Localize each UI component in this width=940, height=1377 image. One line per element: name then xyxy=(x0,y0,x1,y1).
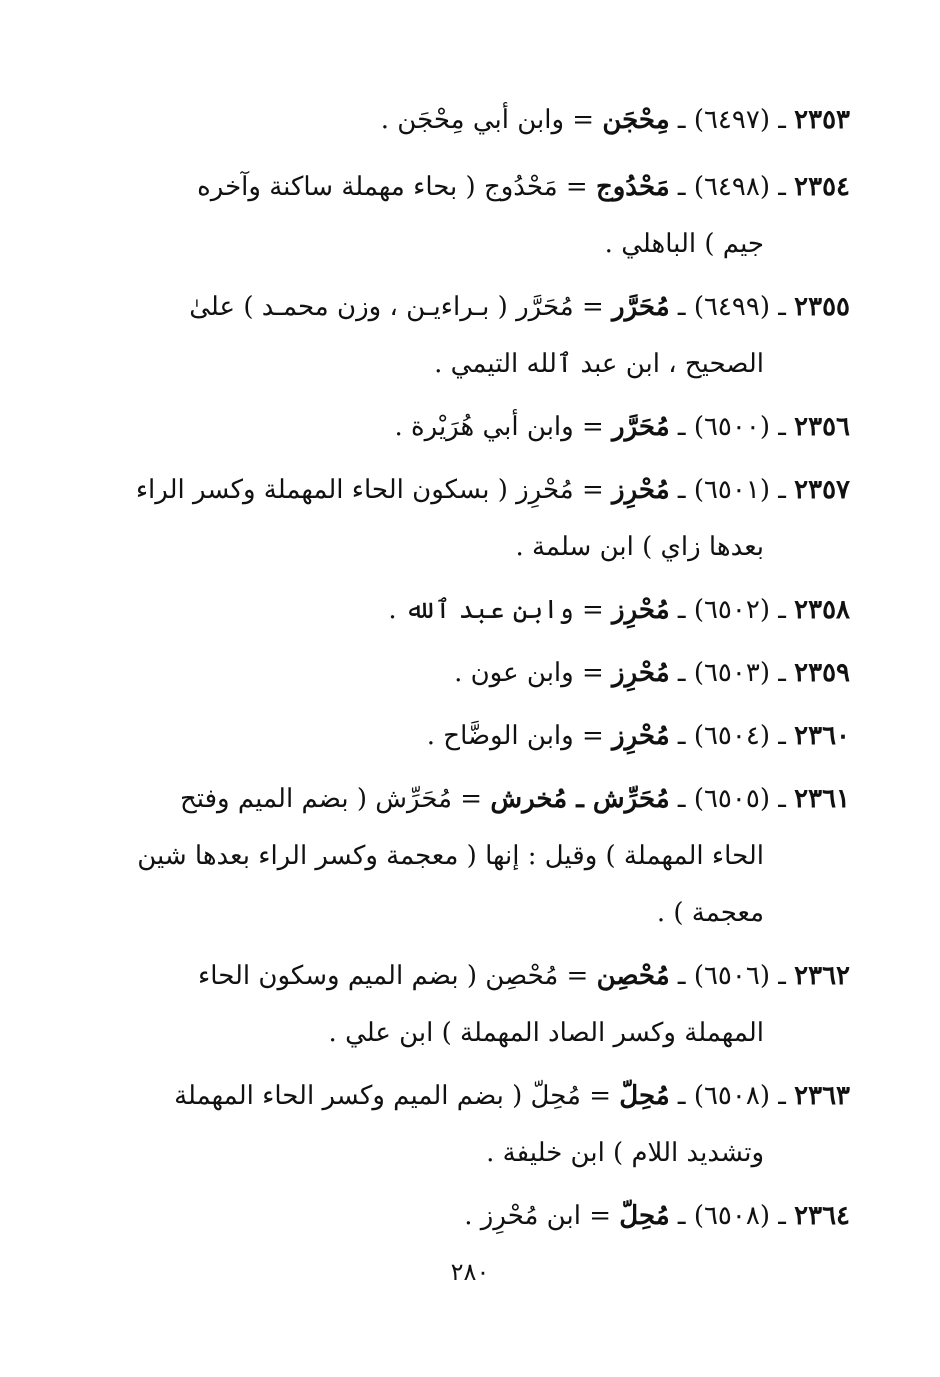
entry-reference: (٦٤٩٨) xyxy=(693,172,770,202)
entry-first-line: ٢٣٦٤ ـ (٦٥٠٨) ـ مُحِلّ = ابن مُحْرِز . xyxy=(464,1201,850,1231)
entry-reference: (٦٥٠٨) xyxy=(693,1081,770,1111)
entry-number: ٢٣٥٤ xyxy=(794,172,850,202)
entry-reference: (٦٥٠٨) xyxy=(693,1201,770,1231)
entry-continuation-line: معجمة ) . xyxy=(656,898,764,928)
entry-first-line: ٢٣٦٠ ـ (٦٥٠٤) ـ مُحْرِز = وابن الوضَّاح . xyxy=(426,721,850,751)
entry-reference: (٦٥٠٣) xyxy=(693,658,770,688)
entry-text: = مَحْدُوج ( بحاء مهملة ساكنة وآخره xyxy=(197,172,588,202)
entry-headword: مُحَرَّر xyxy=(612,412,670,442)
biography-entry xyxy=(90,645,850,702)
entry-number: ٢٣٥٣ xyxy=(794,105,850,135)
entry-reference: (٦٥٠١) xyxy=(693,475,770,505)
entry-number: ٢٣٥٨ xyxy=(794,595,850,625)
entry-reference: (٦٥٠٤) xyxy=(693,721,770,751)
entry-reference: (٦٤٩٩) xyxy=(693,292,770,322)
entry-headword: مِحْجَن xyxy=(602,105,670,135)
entry-text: = مُحِلّ ( بضم الميم وكسر الحاء المهملة xyxy=(174,1081,611,1111)
entry-continuation-line: الصحيح ، ابن عبد ٱلله التيمي . xyxy=(434,349,764,379)
entry-headword: مُحْرِز xyxy=(612,658,670,688)
entry-text: = وابن أبي مِحْجَن . xyxy=(380,105,595,135)
entry-text: = ابن مُحْرِز . xyxy=(464,1201,611,1231)
entry-number: ٢٣٦٣ xyxy=(794,1081,850,1111)
entry-continuation-line: الحاء المهملة ) وقيل : إنها ( معجمة وكسر الراء بعدها شين xyxy=(137,841,764,871)
entry-headword: مَحْدُوج xyxy=(595,172,670,202)
entry-headword: مُحِلّ xyxy=(619,1081,670,1111)
biography-entry xyxy=(90,771,850,942)
entry-continuation-line: جيم ) الباهلي . xyxy=(604,229,764,259)
entry-first-line: ٢٣٦٢ ـ (٦٥٠٦) ـ مُحْصِن = مُحْصِن ( بضم الميم وسكون الحاء xyxy=(198,961,850,991)
page-number: ٢٨٠ xyxy=(450,1258,490,1286)
entry-headword: مُحَرَّر xyxy=(612,292,670,322)
biography-entry xyxy=(90,279,850,393)
entry-first-line: ٢٣٥٦ ـ (٦٥٠٠) ـ مُحَرَّر = وابن أبي هُرَيْرة . xyxy=(394,412,850,442)
entry-reference: (٦٥٠٢) xyxy=(693,595,770,625)
entry-first-line: ٢٣٦١ ـ (٦٥٠٥) ـ مُحَرِّش ـ مُخرش = مُحَرِّش ( بضم الميم وفتح xyxy=(180,784,850,814)
entry-number: ٢٣٦٤ xyxy=(794,1201,850,1231)
entry-text: = مُحَرِّش ( بضم الميم وفتح xyxy=(180,784,483,814)
entry-reference: (٦٥٠٥) xyxy=(693,784,770,814)
biography-entry xyxy=(90,708,850,765)
entry-text: = وابن أبي هُرَيْرة . xyxy=(394,412,604,442)
entry-text: = وابن عون . xyxy=(454,658,604,688)
entries-list xyxy=(90,92,850,1251)
entry-reference: (٦٤٩٧) xyxy=(693,105,770,135)
entry-first-line: ٢٣٥٣ ـ (٦٤٩٧) ـ مِحْجَن = وابن أبي مِحْجَن . xyxy=(380,105,850,135)
biography-entry xyxy=(90,948,850,1062)
entry-headword: مُحْرِز xyxy=(612,595,670,625)
entry-headword: مُحْصِن xyxy=(596,961,670,991)
entry-headword: مُحْرِز xyxy=(612,721,670,751)
entry-text: = وابن عبد ٱلله . xyxy=(388,595,604,625)
entry-number: ٢٣٦٠ xyxy=(794,721,850,751)
entry-number: ٢٣٦٢ xyxy=(794,961,850,991)
biography-entry xyxy=(90,1188,850,1245)
entry-first-line: ٢٣٥٩ ـ (٦٥٠٣) ـ مُحْرِز = وابن عون . xyxy=(454,658,850,688)
entry-headword: مُحَرِّش ـ مُخرش xyxy=(490,784,670,814)
entry-continuation-line: وتشديد اللام ) ابن خليفة . xyxy=(486,1138,764,1168)
entry-continuation-line: المهملة وكسر الصاد المهملة ) ابن علي . xyxy=(328,1018,764,1048)
entry-first-line: ٢٣٥٨ ـ (٦٥٠٢) ـ مُحْرِز = وابن عبد ٱلله . xyxy=(388,595,850,625)
entry-number: ٢٣٥٦ xyxy=(794,412,850,442)
entry-number: ٢٣٥٧ xyxy=(794,475,850,505)
entry-text: = مُحَرَّر ( بـراءيـن ، وزن محمـد ) علىٰ xyxy=(189,292,604,322)
entry-headword: مُحْرِز xyxy=(612,475,670,505)
entry-continuation-line: بعدها زاي ) ابن سلمة . xyxy=(515,532,764,562)
entry-reference: (٦٥٠٠) xyxy=(693,412,770,442)
biography-entry xyxy=(90,1068,850,1182)
entry-first-line: ٢٣٥٧ ـ (٦٥٠١) ـ مُحْرِز = مُحْرِز ( بسكون الحاء المهملة وكسر الراء xyxy=(135,475,850,505)
entry-first-line: ٢٣٥٥ ـ (٦٤٩٩) ـ مُحَرَّر = مُحَرَّر ( بـراءيـن ، وزن محمـد ) علىٰ xyxy=(189,292,850,322)
entry-text: = وابن الوضَّاح . xyxy=(426,721,604,751)
entry-first-line: ٢٣٥٤ ـ (٦٤٩٨) ـ مَحْدُوج = مَحْدُوج ( بحاء مهملة ساكنة وآخره xyxy=(197,172,850,202)
biography-entry xyxy=(90,159,850,273)
entry-text: = مُحْرِز ( بسكون الحاء المهملة وكسر الراء xyxy=(135,475,604,505)
entry-headword: مُحِلّ xyxy=(619,1201,670,1231)
biography-entry xyxy=(90,582,850,639)
entry-reference: (٦٥٠٦) xyxy=(693,961,770,991)
entry-first-line: ٢٣٦٣ ـ (٦٥٠٨) ـ مُحِلّ = مُحِلّ ( بضم الميم وكسر الحاء المهملة xyxy=(174,1081,850,1111)
entry-number: ٢٣٦١ xyxy=(794,784,850,814)
entry-number: ٢٣٥٩ xyxy=(794,658,850,688)
biography-entry xyxy=(90,462,850,576)
entry-text: = مُحْصِن ( بضم الميم وسكون الحاء xyxy=(198,961,589,991)
entry-number: ٢٣٥٥ xyxy=(794,292,850,322)
biography-entry xyxy=(90,399,850,456)
biography-entry xyxy=(90,92,850,149)
